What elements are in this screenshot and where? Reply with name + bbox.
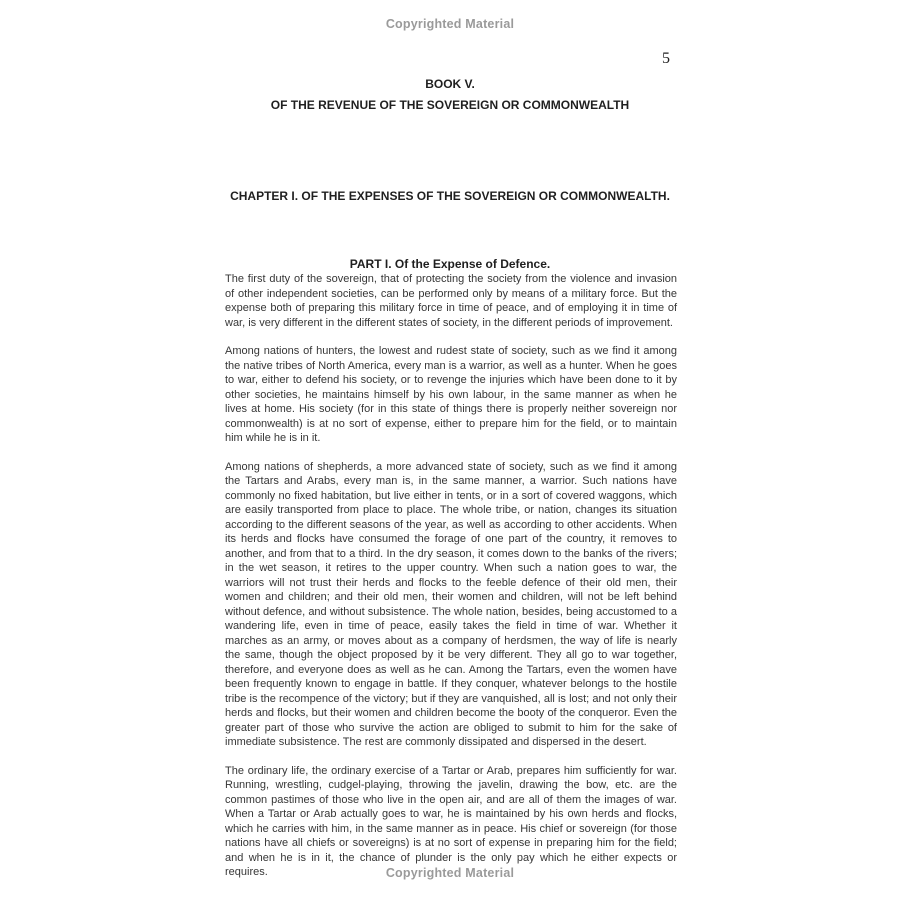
body-paragraph: The first duty of the sovereign, that of protecting the society from the violence and invasion of other independent societies, can be performed only by means of a military force. But the expense both of preparing this military force in time of peace, and of employing it in time of war, is very different in the different states of society, in the different periods of improvement.: [225, 273, 677, 329]
copyright-watermark-top: Copyrighted Material: [385, 17, 515, 31]
copyright-watermark-bottom: Copyrighted Material: [385, 866, 515, 880]
page-body: [225, 272, 677, 894]
body-paragraph: The ordinary life, the ordinary exercise of a Tartar or Arab, prepares him sufficiently for war. Running, wrestling, cudgel-playing, throwing the javelin, drawing the bow, etc. are the common pastimes of those who live in the open air, and are all of them the images of war. When a Tartar or Arab actually goes to war, he is maintained by his own herds and flocks, which he carries with him, in the same manner as in peace. His chief or sovereign (for those nations have all chiefs or sovereigns) is at no sort of expense in preparing him for the field; and when he is in it, the chance of plunder is the only pay which he either expects or requires.: [225, 764, 677, 878]
part-heading: PART I. Of the Expense of Defence.: [349, 257, 551, 271]
book-subtitle: OF THE REVENUE OF THE SOVEREIGN OR COMMONWEALTH: [270, 98, 630, 112]
page-number: 5: [662, 50, 670, 67]
chapter-heading: CHAPTER I. OF THE EXPENSES OF THE SOVEREIGN OR COMMONWEALTH.: [230, 189, 670, 203]
body-paragraph: Among nations of hunters, the lowest and rudest state of society, such as we find it among the native tribes of North America, every man is a warrior, as well as a hunter. When he goes to war, either to defend his society, or to revenge the injuries which have been done to it by other societies, he maintains himself by his own labour, in the same manner as when he lives at home. His society (for in this state of things there is properly neither sovereign nor commonwealth) is at no sort of expense, either to prepare him for the field, or to maintain him while he is in it.: [225, 345, 677, 444]
book-title: BOOK V.: [425, 77, 475, 91]
body-paragraph: Among nations of shepherds, a more advanced state of society, such as we find it among the Tartars and Arabs, every man is, in the same manner, a warrior. Such nations have commonly no fixed habitation, but live either in tents, or in a sort of covered waggons, which are easily transported from place to place. The whole tribe, or nation, changes its situation according to the different seasons of the year, as well as according to other accidents. When its herds and flocks have consumed the forage of one part of the country, it removes to another, and from that to a third. In the dry season, it comes down to the banks of the rivers; in the wet season, it retires to the upper country. When such a nation goes to war, the warriors will not trust their herds and flocks to the feeble defence of their old men, their women and children; and their old men, their women and children, will not be left behind without defence, and without subsistence. The whole nation, besides, being accustomed to a wandering life, even in time of peace, easily takes the field in time of war. Whether it marches as an army, or moves about as a company of herdsmen, the way of life is nearly the same, though the object proposed by it be very different. They all go to war together, therefore, and everyone does as well as he can. Among the Tartars, even the women have been frequently known to engage in battle. If they conquer, whatever belongs to the hostile tribe is the recompence of the victory; but if they are vanquished, all is lost; and not only their herds and flocks, but their women and children become the booty of the conqueror. Even the greater part of those who survive the action are obliged to submit to him for the sake of immediate subsistence. The rest are commonly dissipated and dispersed in the desert.: [225, 460, 677, 748]
